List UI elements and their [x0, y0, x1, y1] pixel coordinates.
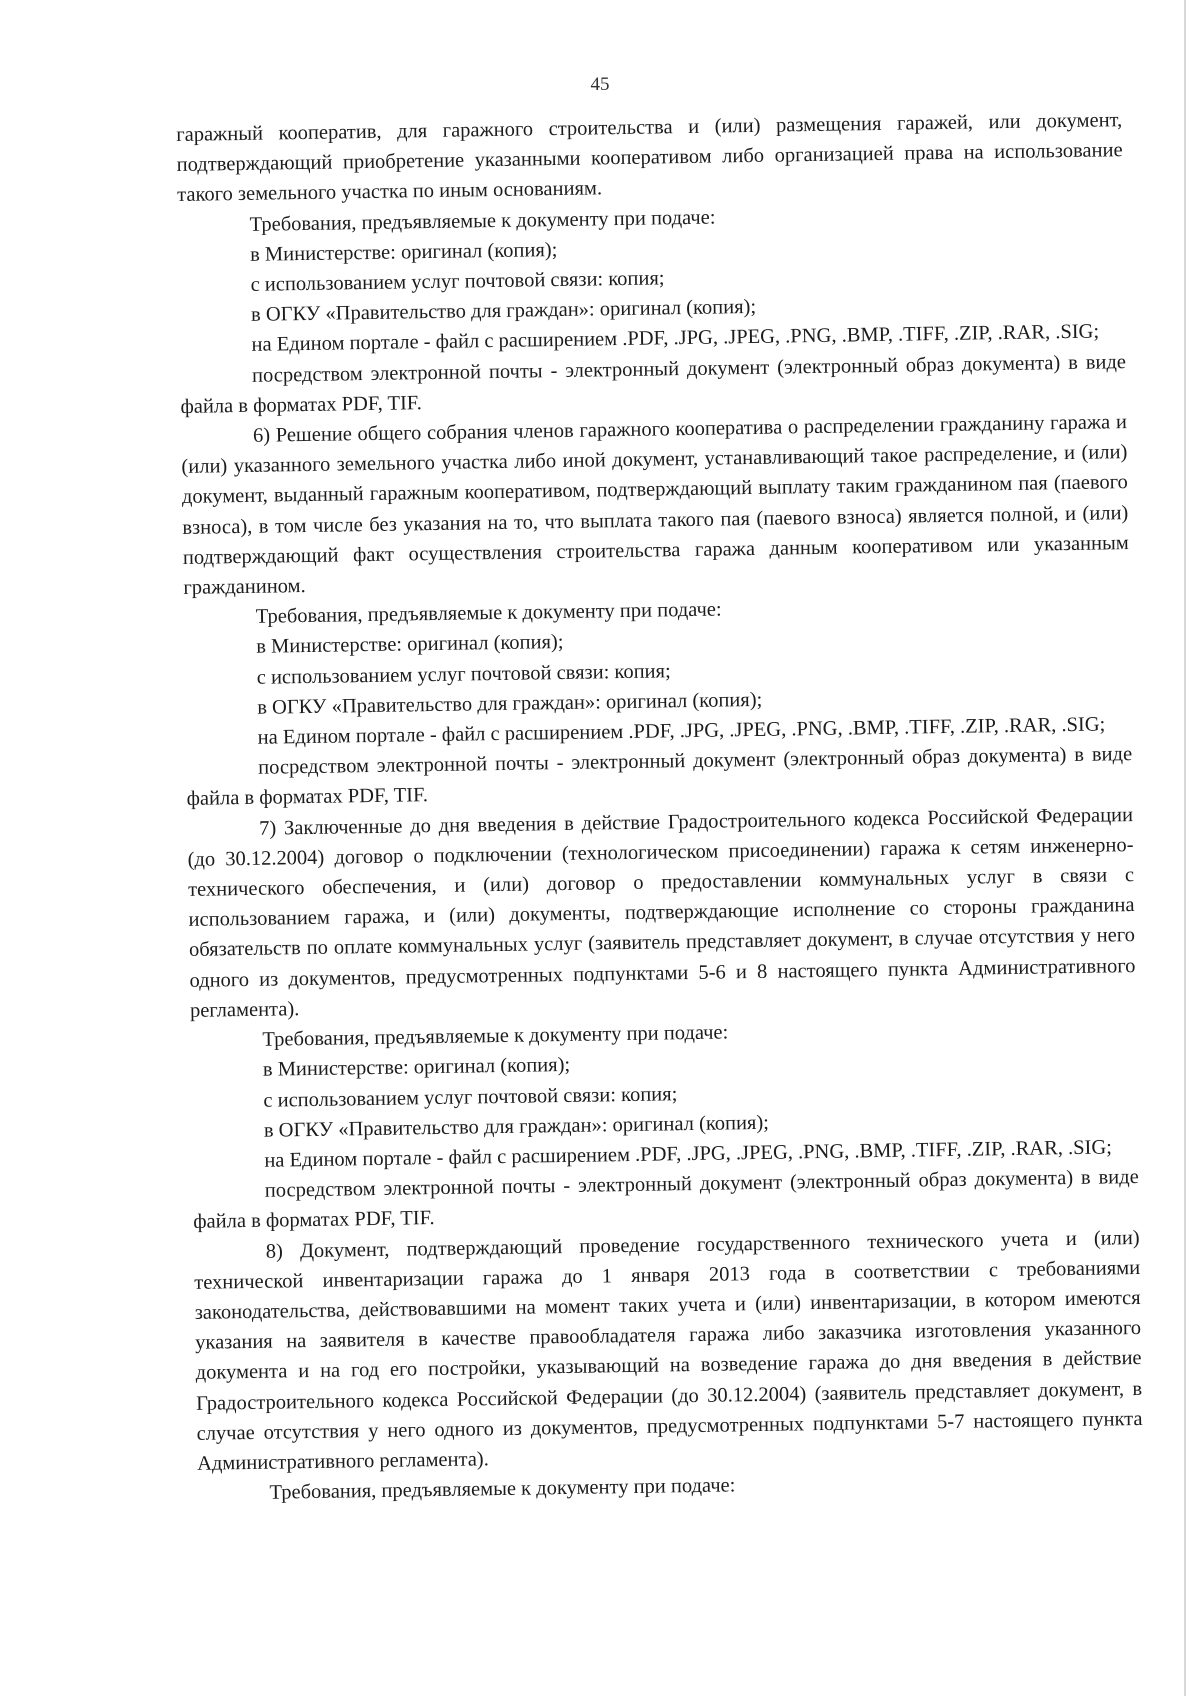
paragraph: 6) Решение общего собрания членов гаражного кооператива о распределении гражданину гаража и (или) указанного земельного участка либо иной документ, устанавливающий такое распределение, и (или) документ, выданный гаражным кооперативом, подтверждающий выплату таким гражданином пая (паевого взноса), в том числе без указания на то, что выплата такого пая (паевого взноса) является полной, и (или) подтверждающий факт осуществления строительства гаража данным кооперативом или указанным гражданином.: [181, 411, 1129, 599]
page-edge-line: [1184, 0, 1186, 1696]
paragraph: Требования, предъявляемые к документу при подаче:: [249, 206, 716, 236]
paragraph: посредством электронной почты - электронный документ (электронный образ документа) в виде файла в форматах PDF, TIF.: [180, 350, 1127, 418]
paragraph: Требования, предъявляемые к документу при подаче:: [262, 1021, 729, 1051]
paragraph: посредством электронной почты - электронный документ (электронный образ документа) в виде файла в форматах PDF, TIF.: [193, 1166, 1139, 1234]
page-number: 45: [590, 74, 610, 95]
paragraph: с использованием услуг почтовой связи: копия;: [250, 267, 665, 296]
paragraph: с использованием услуг почтовой связи: копия;: [263, 1082, 678, 1112]
paragraph: 7) Заключенные до дня введения в действие Градостроительного кодекса Российской Федерации (до 30.12.2004) договор о подключении (технологическом присоединении) гаража к сетям инженерно-технического обеспечения, и (или) договор о предоставлении коммунальных услуг в связи с использованием гаража, и (или) документы, подтверждающие исполнение со стороны гражданина обязательств по оплате коммунальных услуг (заявитель представляет документ, в случае отсутствия у него одного из документов, предусмотренных подпунктами 5-6 и 8 настоящего пункта Административного регламента).: [187, 803, 1136, 1022]
paragraph: на Едином портале - файл с расширением .PDF, .JPG, .JPEG, .PNG, .BMP, .TIFF, .ZIP, .RAR, .SIG;: [264, 1136, 1113, 1172]
paragraph: в ОГКУ «Правительство для граждан»: оригинал (копия);: [257, 688, 763, 719]
paragraph: посредством электронной почты - электронный документ (электронный образ документа) в виде файла в форматах PDF, TIF.: [186, 743, 1133, 811]
paragraph: на Едином портале - файл с расширением .PDF, .JPG, .JPEG, .PNG, .BMP, .TIFF, .ZIP, .RAR, .SIG;: [257, 713, 1106, 749]
paragraph: гаражный кооператив, для гаражного строительства и (или) размещения гаражей, или документ, подтверждающий приобретение указанными кооперативом либо организацией права на использование такого земельного участка по иным основаниям.: [176, 109, 1123, 207]
paragraph: на Едином портале - файл с расширением .PDF, .JPG, .JPEG, .PNG, .BMP, .TIFF, .ZIP, .RAR, .SIG;: [251, 320, 1100, 357]
paragraph: в Министерстве: оригинал (копия);: [262, 1054, 571, 1082]
paragraph: в Министерстве: оригинал (копия);: [249, 238, 558, 266]
document-body: [176, 105, 1144, 1509]
paragraph: Требования, предъявляемые к документу при подаче:: [255, 598, 722, 629]
paragraph: в ОГКУ «Правительство для граждан»: оригинал (копия);: [263, 1111, 770, 1142]
paragraph: Требования, предъявляемые к документу при подаче:: [269, 1474, 736, 1504]
paragraph: с использованием услуг почтовой связи: копия;: [256, 659, 671, 689]
paragraph: в ОГКУ «Правительство для граждан»: оригинал (копия);: [250, 296, 757, 327]
paragraph: в Министерстве: оригинал (копия);: [256, 631, 564, 659]
paragraph: 8) Документ, подтверждающий проведение государственного технического учета и (или) технической инвентаризации гаража до 1 января 2013 года в соответствии с требованиями законодательства, действовавшими на момент таких учета и (или) инвентаризации, в котором имеются указания на заявителя в качестве правообладателя гаража либо заказчика изготовления указанного документа и на год его постройки, указывающий на возведение гаража до дня введения в действие Градостроительного кодекса Российской Федерации (до 30.12.2004) (заявитель представляет документ, в случае отсутствия у него одного из документов, предусмотренных подпунктами 5-7 настоящего пункта Административного регламента).: [194, 1226, 1143, 1475]
